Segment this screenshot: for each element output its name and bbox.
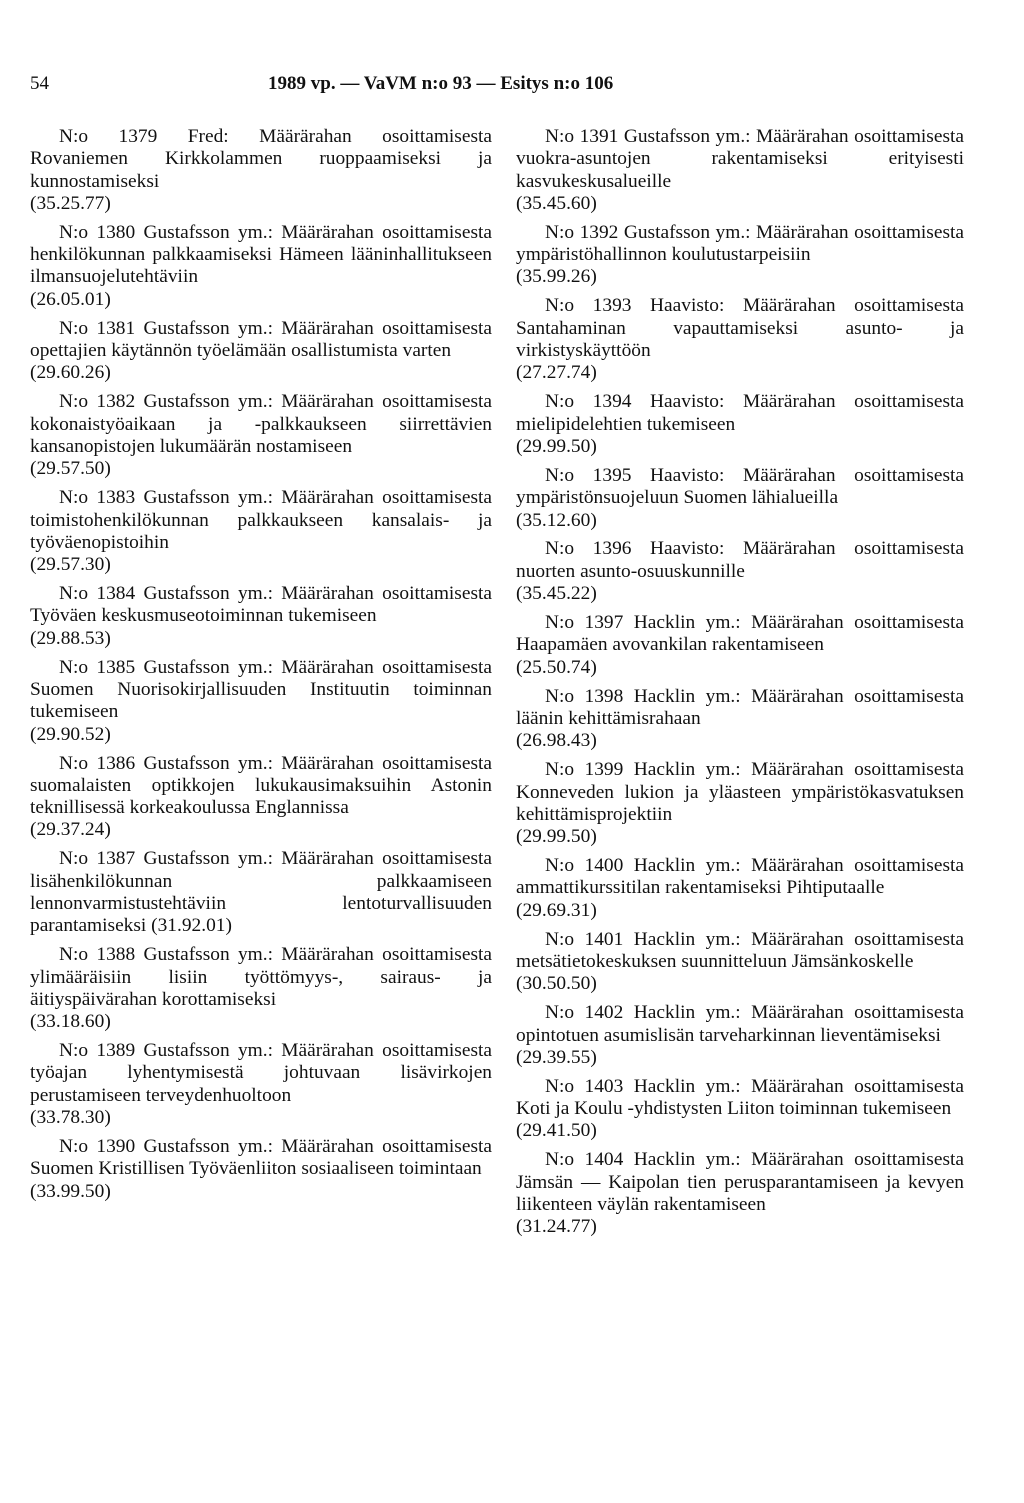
entry bbox=[30, 1040, 492, 1129]
entry-code: (29.88.53) bbox=[30, 627, 111, 649]
entry bbox=[516, 855, 964, 922]
entry-text: N:o 1381 Gustafsson ym.: Määrärahan osoittamisesta opettajien käytännön työelämään osallistumista varten bbox=[30, 317, 492, 362]
entry-text: N:o 1402 Hacklin ym.: Määrärahan osoittamisesta opintotuen asumislisän tarveharkinnan lieventämiseksi bbox=[516, 1002, 964, 1046]
entry-code: (29.99.50) bbox=[516, 435, 597, 457]
entry-text: N:o 1384 Gustafsson ym.: Määrärahan osoittamisesta Työväen keskusmuseotoiminnan tukemiseen bbox=[30, 583, 492, 627]
entry-code: (29.60.26) bbox=[30, 362, 111, 384]
entry-code: (25.50.74) bbox=[516, 656, 597, 678]
entry-code: (35.25.77) bbox=[30, 192, 111, 214]
entry bbox=[516, 612, 964, 679]
entry-code: (26.98.43) bbox=[516, 730, 597, 752]
entry-code: (29.57.30) bbox=[30, 554, 111, 576]
entry bbox=[516, 929, 964, 996]
entry-code: (29.99.50) bbox=[516, 826, 597, 848]
entry bbox=[30, 753, 492, 842]
entry-text: N:o 1401 Hacklin ym.: Määrärahan osoittamisesta metsätietokeskuksen suunnitteluun Jämsänkoskelle bbox=[516, 928, 964, 972]
entry-code: (35.99.26) bbox=[516, 266, 597, 288]
entry bbox=[516, 465, 964, 532]
entry-code: (31.24.77) bbox=[516, 1216, 597, 1238]
entry bbox=[30, 848, 492, 937]
entry-code: (29.39.55) bbox=[516, 1046, 597, 1068]
entry-text: N:o 1383 Gustafsson ym.: Määrärahan osoittamisesta toimistohenkilökunnan palkkaukseen kansalais- ja työväenopistoihin bbox=[30, 487, 492, 553]
entry-code: (35.45.22) bbox=[516, 583, 597, 605]
page-header-title: 1989 vp. — VaVM n:o 93 — Esitys n:o 106 bbox=[268, 73, 614, 94]
entry bbox=[516, 1076, 964, 1143]
entry bbox=[30, 318, 492, 385]
entry-code: (33.78.30) bbox=[30, 1107, 111, 1129]
entry bbox=[30, 1136, 492, 1203]
entry bbox=[516, 222, 964, 289]
entry bbox=[30, 487, 492, 576]
entry bbox=[516, 295, 964, 384]
entry bbox=[30, 391, 492, 480]
entry bbox=[30, 126, 492, 215]
page-number: 54 bbox=[30, 73, 49, 94]
entry-code: (29.37.24) bbox=[30, 819, 111, 841]
entry bbox=[516, 1149, 964, 1238]
entry-text: N:o 1395 Haavisto: Määrärahan osoittamisesta ympäristönsuojeluun Suomen lähialueilla bbox=[516, 464, 964, 509]
entry-code: (29.41.50) bbox=[516, 1120, 597, 1142]
left-column bbox=[30, 126, 492, 1210]
entry-text: N:o 1382 Gustafsson ym.: Määrärahan osoittamisesta kokonaistyöaikaan ja -palkkaukseen siirrettävien kansanopistojen lukumäärän nostamiseen bbox=[30, 391, 492, 457]
entry-code: (35.45.60) bbox=[516, 192, 597, 214]
entry bbox=[516, 1002, 964, 1069]
entry-text: N:o 1399 Hacklin ym.: Määrärahan osoittamisesta Konneveden lukion ja yläasteen ympäristökasvatuksen kehittämisprojektiin bbox=[516, 759, 964, 825]
entry-text: N:o 1388 Gustafsson ym.: Määrärahan osoittamisesta ylimääräisiin lisiin työttömyys-, sairaus- ja äitiyspäivärahan korottamiseksi bbox=[30, 944, 492, 1010]
entry-text: N:o 1403 Hacklin ym.: Määrärahan osoittamisesta Koti ja Koulu -yhdistysten Liiton toiminnan tukemiseen bbox=[516, 1075, 964, 1120]
entry-code: (33.18.60) bbox=[30, 1011, 111, 1033]
entry-code: (29.90.52) bbox=[30, 723, 111, 745]
entry bbox=[30, 222, 492, 311]
entry-text: N:o 1389 Gustafsson ym.: Määrärahan osoittamisesta työajan lyhentymisestä johtuvaan lisävirkojen perustamiseen terveydenhuoltoon bbox=[30, 1040, 492, 1106]
entry-text: N:o 1392 Gustafsson ym.: Määrärahan osoittamisesta ympäristöhallinnon koulutustarpeisiin bbox=[516, 221, 964, 266]
entry-text: N:o 1404 Hacklin ym.: Määrärahan osoittamisesta Jämsän — Kaipolan tien perusparantamiseen ja kevyen liikenteen väylän rakentamiseen bbox=[516, 1149, 964, 1215]
entry bbox=[516, 686, 964, 753]
entry-text: N:o 1400 Hacklin ym.: Määrärahan osoittamisesta ammattikurssitilan rakentamiseksi Pihtiputaalle bbox=[516, 855, 964, 899]
entry-text: N:o 1394 Haavisto: Määrärahan osoittamisesta mielipidelehtien tukemiseen bbox=[516, 391, 964, 435]
entry-text: N:o 1385 Gustafsson ym.: Määrärahan osoittamisesta Suomen Nuorisokirjallisuuden Instituutin toiminnan tukemiseen bbox=[30, 656, 492, 723]
entry-code: (33.99.50) bbox=[30, 1180, 111, 1202]
entry bbox=[516, 126, 964, 215]
entry-code: (29.69.31) bbox=[516, 899, 597, 921]
entry bbox=[30, 583, 492, 650]
entry-code: (35.12.60) bbox=[516, 509, 597, 531]
entry bbox=[30, 657, 492, 746]
entry bbox=[516, 538, 964, 605]
entry-code: (26.05.01) bbox=[30, 288, 111, 310]
right-column bbox=[516, 126, 964, 1245]
entry-text: N:o 1398 Hacklin ym.: Määrärahan osoittamisesta läänin kehittämisrahaan bbox=[516, 685, 964, 729]
entry-code: (27.27.74) bbox=[516, 362, 597, 384]
entry bbox=[516, 759, 964, 848]
entry bbox=[30, 944, 492, 1033]
entry-text: N:o 1391 Gustafsson ym.: Määrärahan osoittamisesta vuokra-asuntojen rakentamiseksi erityisesti kasvukeskusalueille bbox=[516, 126, 964, 192]
entry-text: N:o 1379 Fred: Määrärahan osoittamisesta Rovaniemen Kirkkolammen ruoppaamiseksi ja kunnostamiseksi bbox=[30, 126, 492, 192]
entry-code: (29.57.50) bbox=[30, 458, 111, 480]
entry-text: N:o 1397 Hacklin ym.: Määrärahan osoittamisesta Haapamäen avovankilan rakentamiseen bbox=[516, 612, 964, 656]
entry-code: (30.50.50) bbox=[516, 973, 597, 995]
entry-text: N:o 1386 Gustafsson ym.: Määrärahan osoittamisesta suomalaisten optikkojen lukukausimaksuihin Astonin teknillisessä korkeakoulussa Englannissa bbox=[30, 752, 492, 819]
entry-text: N:o 1393 Haavisto: Määrärahan osoittamisesta Santahaminan vapauttamiseksi asunto- ja virkistyskäyttöön bbox=[516, 295, 964, 362]
entry-text: N:o 1390 Gustafsson ym.: Määrärahan osoittamisesta Suomen Kristillisen Työväenliiton sosiaaliseen toimintaan bbox=[30, 1136, 492, 1180]
entry-text: N:o 1396 Haavisto: Määrärahan osoittamisesta nuorten asunto-osuuskunnille bbox=[516, 538, 964, 582]
entry-text: N:o 1387 Gustafsson ym.: Määrärahan osoittamisesta lisähenkilökunnan palkkaamiseen lennonvarmistustehtäviin lentoturvallisuuden parantamiseksi (31.92.01) bbox=[30, 848, 492, 937]
entry-text: N:o 1380 Gustafsson ym.: Määrärahan osoittamisesta henkilökunnan palkkaamiseksi Hämeen lääninhallitukseen ilmansuojelutehtäviin bbox=[30, 221, 492, 288]
entry bbox=[516, 391, 964, 458]
